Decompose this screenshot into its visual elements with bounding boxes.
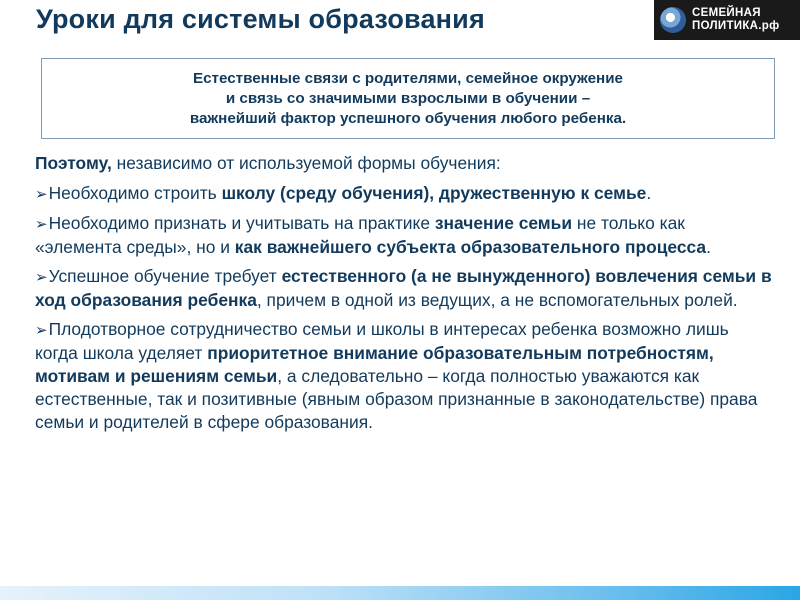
bullet-text: . — [706, 237, 711, 257]
bullet-item — [35, 212, 775, 259]
logo-line-1: СЕМЕЙНАЯ — [692, 7, 761, 19]
bullet-text: Успешное обучение требует — [48, 266, 282, 286]
bullet-text: , а следовательно – когда полностью уважаются как естественные, так и позитивные (явным образом признанные в законодательстве) права семьи и родителей в сфере образования. — [35, 366, 758, 432]
bullet-item — [35, 265, 775, 312]
bottom-accent-bar — [0, 586, 800, 600]
bullet-text: . — [646, 183, 652, 203]
callout-line-1: Естественные связи с родителями, семейное окружение — [192, 69, 624, 87]
arrow-bullet-icon: ➢ — [35, 216, 48, 233]
logo — [654, 0, 800, 40]
arrow-bullet-icon: ➢ — [35, 269, 48, 286]
bullet-text: Необходимо строить — [48, 183, 222, 203]
lead-paragraph — [35, 152, 775, 175]
bullet-bold: естественного (а не вынужденного) вовлечения семьи в ход образования ребенка — [35, 266, 772, 310]
callout-line-3: важнейший фактор успешного обучения любого ребенка. — [189, 109, 627, 127]
globe-logo-icon — [660, 7, 686, 33]
bullet-bold: школу (среду обучения), дружественную к семье — [221, 183, 647, 203]
arrow-bullet-icon: ➢ — [35, 186, 48, 203]
bullet-item — [35, 318, 775, 434]
bullet-text: Необходимо признать и учитывать на практике — [48, 213, 435, 233]
logo-line-2: ПОЛИТИКА.рф — [692, 20, 780, 32]
page-title: Уроки для системы образования — [36, 4, 485, 34]
bullet-bold: приоритетное внимание образовательным потребностям, мотивам и решениям семьи — [35, 343, 714, 386]
bullet-text: , причем в одной из ведущих, а не вспомогательных ролей. — [256, 290, 738, 310]
bullet-text: Плодотворное сотрудничество семьи и школы в интересах ребенка возможно лишь когда школа уделяет — [35, 319, 729, 363]
bullet-item — [35, 182, 775, 206]
lead-rest: независимо от используемой формы обучения: — [111, 153, 501, 173]
arrow-bullet-icon: ➢ — [35, 322, 48, 339]
logo-text — [692, 7, 779, 33]
bullet-text: не только как «элемента среды», но и — [35, 213, 685, 257]
bullet-bold: значение семьи — [434, 213, 573, 233]
callout-text — [190, 69, 626, 129]
lead-bold: Поэтому, — [35, 153, 112, 173]
bullet-bold: как важнейшего субъекта образовательного процесса — [234, 237, 707, 257]
callout-line-2: и связь со значимыми взрослыми в обучении – — [225, 89, 591, 107]
callout-box — [41, 58, 775, 139]
main-content — [35, 152, 775, 440]
